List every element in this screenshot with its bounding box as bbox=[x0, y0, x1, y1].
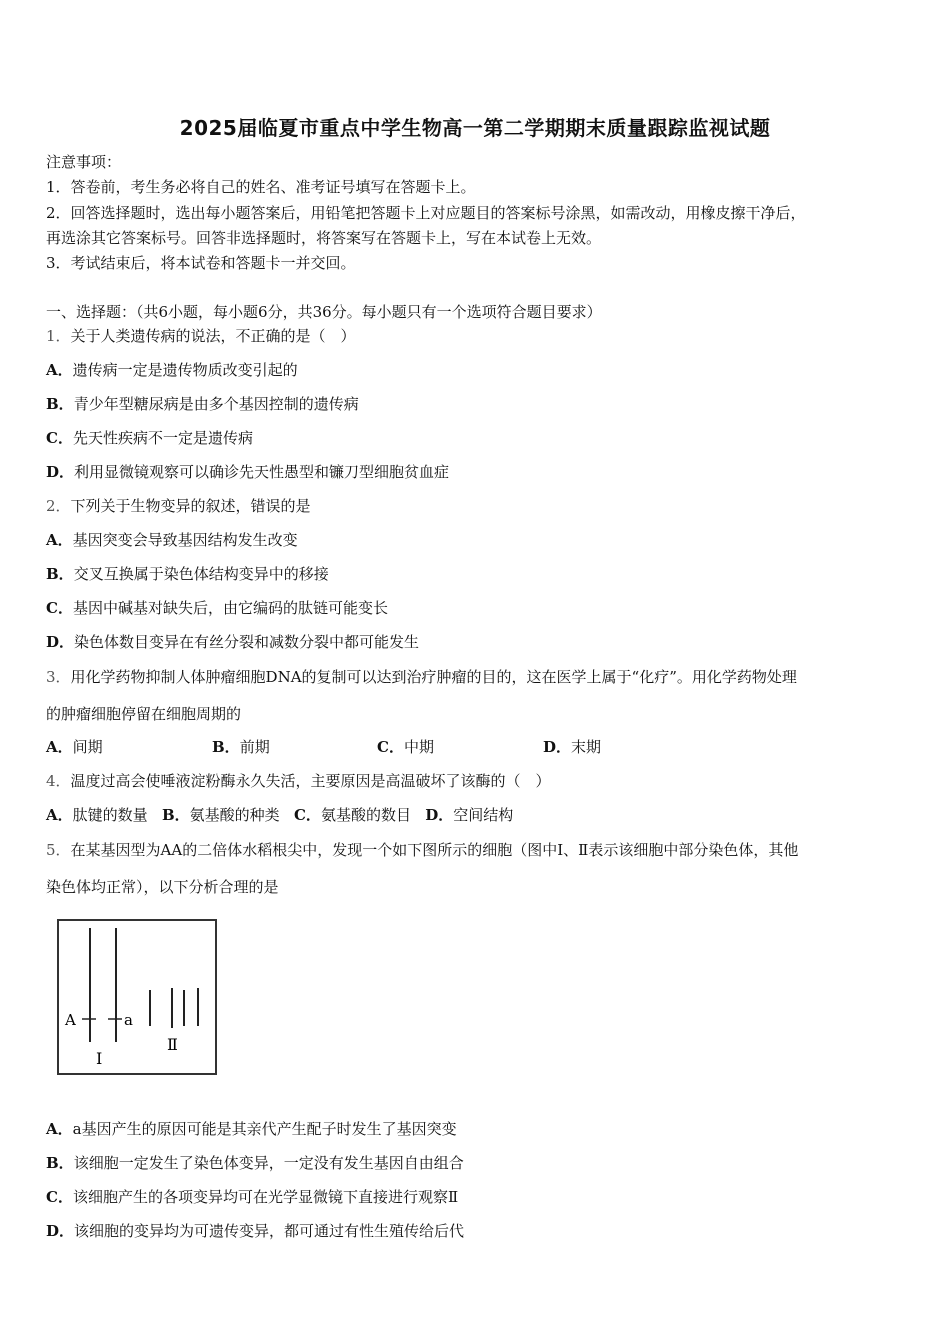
option-label: C． bbox=[46, 1188, 73, 1206]
question-3-cont: 的肿瘤细胞停留在细胞周期的 bbox=[46, 705, 242, 723]
option-label: B． bbox=[161, 806, 190, 824]
question-stem: 用化学药物抑制人体肿瘤细胞DNA的复制可以达到治疗肿瘤的目的，这在医学上属于“化疗”。用化学药物处理 bbox=[70, 668, 797, 686]
q1-option-b bbox=[46, 394, 359, 414]
question-stem: 下列关于生物变异的叙述，错误的是 bbox=[70, 497, 311, 515]
option-text: 交叉互换属于染色体结构变异中的移接 bbox=[73, 565, 329, 583]
question-number: 4． bbox=[46, 772, 71, 790]
q5-option-c bbox=[46, 1187, 458, 1207]
option-label: D． bbox=[46, 1222, 75, 1240]
question-2 bbox=[46, 496, 311, 516]
question-stem: 关于人类遗传病的说法，不正确的是（ ） bbox=[70, 327, 356, 345]
option-text: 染色体数目变异在有丝分裂和减数分裂中都可能发生 bbox=[74, 633, 420, 651]
option-text: 末期 bbox=[571, 738, 602, 756]
figure-border bbox=[58, 920, 216, 1074]
option-label: B． bbox=[46, 1154, 74, 1172]
question-5 bbox=[46, 840, 798, 860]
option-text: 基因中碱基对缺失后，由它编码的肽链可能变长 bbox=[72, 599, 388, 617]
question-number: 3． bbox=[46, 668, 71, 686]
q1-option-d bbox=[46, 462, 449, 482]
label-i: Ⅰ bbox=[96, 1049, 103, 1068]
option-label: B． bbox=[212, 738, 240, 756]
q3-option-d bbox=[543, 737, 601, 757]
option-label: D． bbox=[425, 806, 454, 824]
section-heading: 一、选择题：（共6小题，每小题6分，共36分。每小题只有一个选项符合题目要求） bbox=[46, 303, 602, 321]
option-label: D． bbox=[46, 463, 75, 481]
option-label: D． bbox=[46, 633, 75, 651]
q2-option-c bbox=[46, 598, 388, 618]
q5-option-a bbox=[46, 1119, 457, 1139]
notice-item-1: 1．答卷前，考生务必将自己的姓名、准考证号填写在答题卡上。 bbox=[46, 178, 476, 196]
q3-option-a bbox=[46, 737, 103, 757]
question-3 bbox=[46, 667, 797, 687]
q2-option-d bbox=[46, 632, 419, 652]
option-label: A． bbox=[46, 1120, 73, 1138]
question-number: 1． bbox=[46, 327, 71, 345]
option-label: C． bbox=[46, 599, 73, 617]
option-text: a基因产生的原因可能是其亲代产生配子时发生了基因突变 bbox=[72, 1120, 457, 1138]
option-text: 遗传病一定是遗传物质改变引起的 bbox=[72, 361, 298, 379]
option-text: 肽键的数量 bbox=[72, 806, 148, 824]
option-text: 氨基酸的种类 bbox=[189, 806, 280, 824]
gene-label-upper-a: A bbox=[65, 1011, 76, 1029]
question-4 bbox=[46, 771, 551, 791]
q5-option-b bbox=[46, 1153, 464, 1173]
option-label: B． bbox=[46, 395, 74, 413]
option-text: 中期 bbox=[403, 738, 434, 756]
option-label: A． bbox=[46, 806, 73, 824]
q3-option-c bbox=[377, 737, 434, 757]
option-text: 先天性疾病不一定是遗传病 bbox=[72, 429, 253, 447]
option-label: D． bbox=[543, 738, 572, 756]
option-label: A． bbox=[46, 738, 73, 756]
chromosome-figure bbox=[52, 914, 222, 1084]
q5-option-d bbox=[46, 1221, 464, 1241]
option-label: C． bbox=[377, 738, 404, 756]
option-text: 前期 bbox=[239, 738, 270, 756]
option-label: B． bbox=[46, 565, 74, 583]
option-text: 基因突变会导致基因结构发生改变 bbox=[72, 531, 298, 549]
q2-option-b bbox=[46, 564, 329, 584]
question-number: 5． bbox=[46, 841, 71, 859]
q1-option-c bbox=[46, 428, 253, 448]
notice-item-3: 3．考试结束后，将本试卷和答题卡一并交回。 bbox=[46, 254, 356, 272]
option-text: 青少年型糖尿病是由多个基因控制的遗传病 bbox=[73, 395, 359, 413]
option-label: C． bbox=[293, 806, 321, 824]
option-text: 空间结构 bbox=[453, 806, 514, 824]
option-label: A． bbox=[46, 361, 73, 379]
option-text: 该细胞一定发生了染色体变异，一定没有发生基因自由组合 bbox=[73, 1154, 464, 1172]
notice-item-2: 2．回答选择题时，选出每小题答案后，用铅笔把答题卡上对应题目的答案标号涂黑，如需改动，用橡皮擦干净后， bbox=[46, 204, 806, 222]
q4-options bbox=[46, 805, 513, 825]
q3-option-b bbox=[212, 737, 270, 757]
page-title: 2025届临夏市重点中学生物高一第二学期期末质量跟踪监视试题 bbox=[179, 116, 771, 140]
option-text: 利用显微镜观察可以确诊先天性愚型和镰刀型细胞贫血症 bbox=[74, 463, 450, 481]
option-text: 该细胞产生的各项变异均可在光学显微镜下直接进行观察Ⅱ bbox=[72, 1188, 459, 1206]
option-text: 该细胞的变异均为可遗传变异，都可通过有性生殖传给后代 bbox=[74, 1222, 465, 1240]
question-number: 2． bbox=[46, 497, 71, 515]
option-text: 间期 bbox=[72, 738, 103, 756]
q2-option-a bbox=[46, 530, 298, 550]
gene-label-lower-a: a bbox=[124, 1011, 133, 1029]
notice-heading: 注意事项： bbox=[46, 153, 122, 171]
option-label: A． bbox=[46, 531, 73, 549]
label-ii: Ⅱ bbox=[167, 1035, 178, 1054]
question-stem: 温度过高会使唾液淀粉酶永久失活，主要原因是高温破坏了该酶的（ ） bbox=[70, 772, 551, 790]
option-text: 氨基酸的数目 bbox=[320, 806, 411, 824]
question-1 bbox=[46, 326, 356, 346]
question-stem: 在某基因型为AA的二倍体水稻根尖中，发现一个如下图所示的细胞（图中Ⅰ、Ⅱ表示该细胞中部分染色体，其他 bbox=[70, 841, 799, 859]
notice-item-2-cont: 再选涂其它答案标号。回答非选择题时，将答案写在答题卡上，写在本试卷上无效。 bbox=[46, 229, 602, 247]
q1-option-a bbox=[46, 360, 298, 380]
option-label: C． bbox=[46, 429, 73, 447]
question-5-cont: 染色体均正常），以下分析合理的是 bbox=[46, 878, 279, 896]
